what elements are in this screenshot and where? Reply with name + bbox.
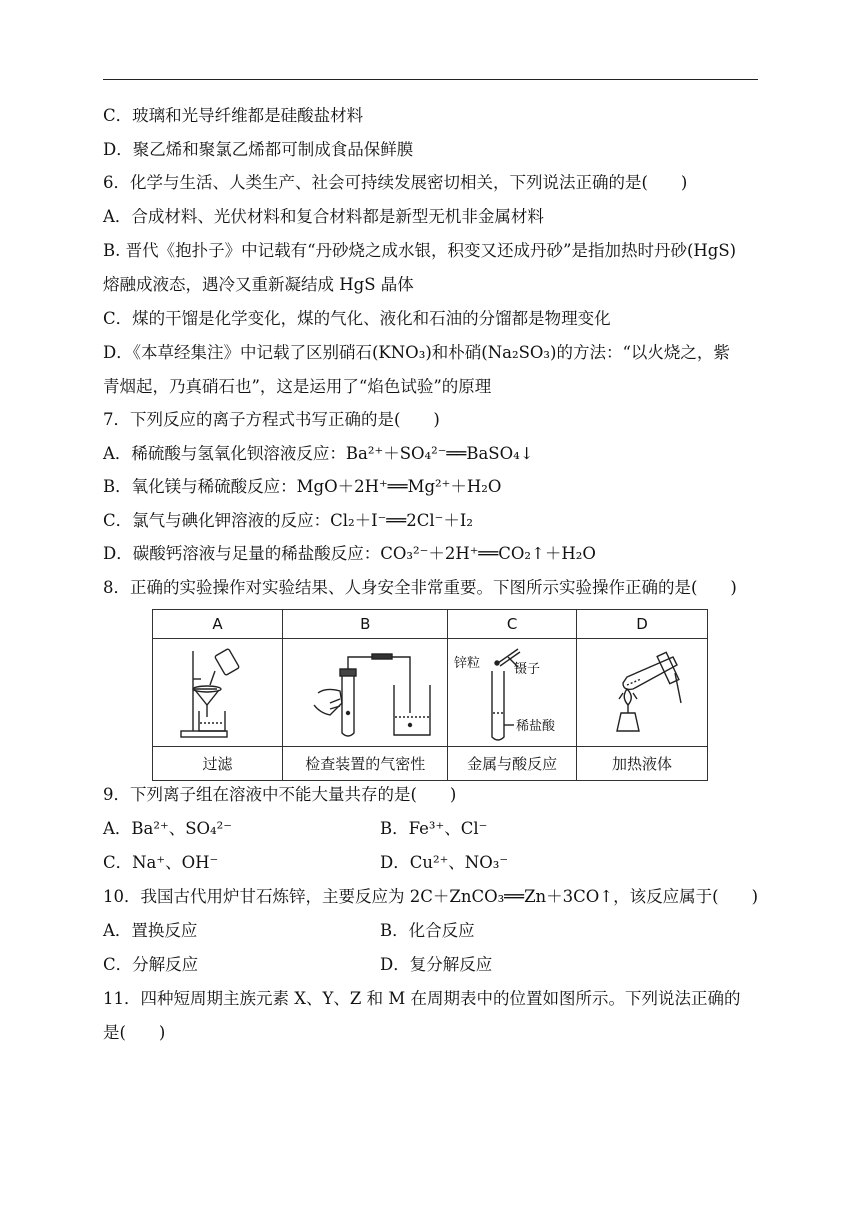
q6-option-d-line2: 青烟起，乃真硝石也”，这是运用了“焰色试验”的原理 xyxy=(103,377,492,396)
tweezers-label: 镊子 xyxy=(514,661,541,677)
q9-stem: 9．下列离子组在溶液中不能大量共存的是( ) xyxy=(103,785,457,804)
q7-option-b: B．氧化镁与稀硫酸反应：MgO＋2H⁺══Mg²⁺＋H₂O xyxy=(103,477,502,496)
figure-heating-liquid xyxy=(576,639,707,747)
q8-figure-table xyxy=(152,609,708,781)
q10-stem: 10．我国古代用炉甘石炼锌，主要反应为 2C＋ZnCO₃══Zn＋3CO↑，该反应属于( ) xyxy=(103,887,759,906)
airtightness-diagram xyxy=(290,643,440,743)
caption-d: 加热液体 xyxy=(576,747,707,781)
q10-option-a: A．置换反应 xyxy=(103,921,198,940)
q7-option-a: A．稀硫酸与氢氧化钡溶液反应：Ba²⁺＋SO₄²⁻══BaSO₄↓ xyxy=(103,444,534,463)
q6-option-b-line1: B. 晋代《抱扑子》中记载有“丹砂烧之成水银，积变又还成丹砂”是指加热时丹砂(HgS) xyxy=(103,241,737,260)
q6-option-c: C．煤的干馏是化学变化，煤的气化、液化和石油的分馏都是物理变化 xyxy=(103,309,611,328)
header-c: C xyxy=(448,610,577,639)
caption-a: 过滤 xyxy=(153,747,283,781)
q6-option-b-line2: 熔融成液态，遇冷又重新凝结成 HgS 晶体 xyxy=(103,275,414,294)
figure-filtration xyxy=(153,639,283,747)
q10-option-c: C．分解反应 xyxy=(103,955,199,974)
q5-option-d: D．聚乙烯和聚氯乙烯都可制成食品保鲜膜 xyxy=(103,140,414,159)
q5-option-c: C．玻璃和光导纤维都是硅酸盐材料 xyxy=(103,106,364,125)
header-a: A xyxy=(153,610,283,639)
figure-metal-acid xyxy=(448,639,577,747)
header-d: D xyxy=(576,610,707,639)
q9-option-d: D．Cu²⁺、NO₃⁻ xyxy=(380,853,509,872)
filtration-diagram xyxy=(163,643,273,743)
q7-stem: 7．下列反应的离子方程式书写正确的是( ) xyxy=(103,410,440,429)
q9-option-c: C．Na⁺、OH⁻ xyxy=(103,853,219,872)
q7-option-d: D．碳酸钙溶液与足量的稀盐酸反应：CO₃²⁻＋2H⁺══CO₂↑＋H₂O xyxy=(103,544,596,563)
q6-stem: 6．化学与生活、人类生产、社会可持续发展密切相关，下列说法正确的是( ) xyxy=(103,173,688,192)
q11-stem-line1: 11．四种短周期主族元素 X、Y、Z 和 M 在周期表中的位置如图所示。下列说法正确的 xyxy=(103,989,741,1008)
q6-option-a: A．合成材料、光伏材料和复合材料都是新型无机非金属材料 xyxy=(103,207,544,226)
caption-c: 金属与酸反应 xyxy=(448,747,577,781)
header-rule xyxy=(103,79,758,80)
heating-diagram xyxy=(587,643,697,743)
zinc-label: 锌粒 xyxy=(454,655,481,671)
q8-stem: 8．正确的实验操作对实验结果、人身安全非常重要。下图所示实验操作正确的是( ) xyxy=(103,578,737,597)
q11-stem-line2: 是( ) xyxy=(103,1023,166,1042)
q7-option-c: C．氯气与碘化钾溶液的反应：Cl₂＋I⁻══2Cl⁻＋I₂ xyxy=(103,511,473,530)
figure-airtightness xyxy=(283,639,448,747)
metal-acid-diagram xyxy=(452,643,572,743)
acid-label: 稀盐酸 xyxy=(516,718,556,734)
q9-option-a: A．Ba²⁺、SO₄²⁻ xyxy=(103,819,232,838)
q10-option-d: D．复分解反应 xyxy=(380,955,493,974)
q6-option-d-line1: D．《本草经集注》中记载了区别硝石(KNO₃)和朴硝(Na₂SO₃)的方法：“以火烧之，紫 xyxy=(103,343,730,362)
header-b: B xyxy=(283,610,448,639)
caption-b: 检查装置的气密性 xyxy=(283,747,448,781)
q10-option-b: B．化合反应 xyxy=(380,921,475,940)
q9-option-b: B．Fe³⁺、Cl⁻ xyxy=(380,819,488,838)
